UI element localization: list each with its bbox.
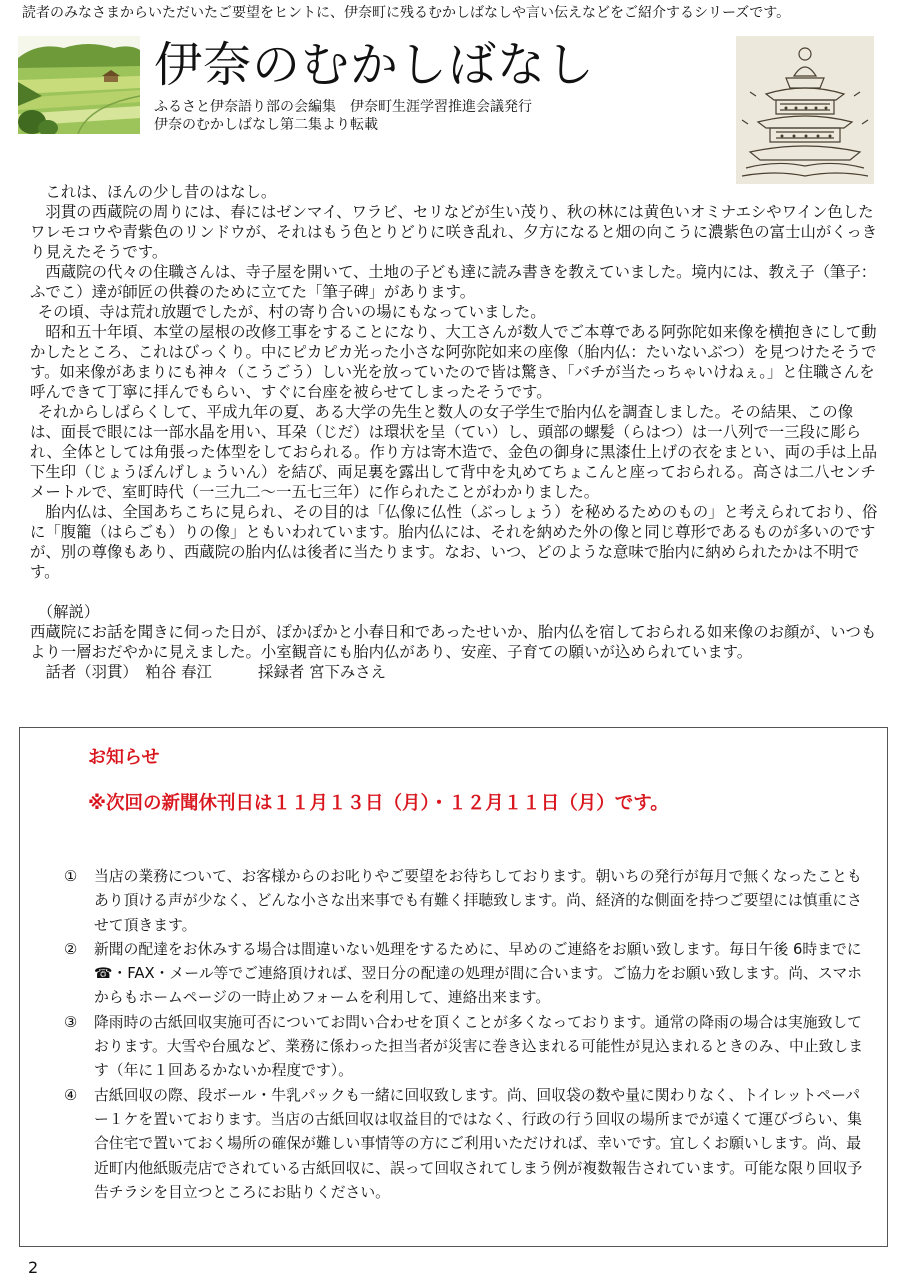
notice-box: [19, 727, 888, 1247]
countryside-landscape-illustration: [18, 36, 140, 134]
notice-item-number: ①: [64, 868, 78, 885]
commentary-label: （解説）: [37, 603, 100, 621]
notice-title: お知らせ: [88, 747, 160, 768]
notice-list: [64, 865, 864, 1205]
notice-item-number: ②: [64, 940, 78, 958]
source-note: 伊奈のむかしばなし第二集より転載: [154, 117, 378, 133]
pagoda-buddha-illustration: [736, 36, 874, 184]
notice-item: [64, 865, 864, 938]
article-title: 伊奈のむかしばなし: [154, 37, 596, 93]
notice-item: [64, 938, 864, 1011]
notice-item-text: 降雨時の古紙回収実施可否についてお問い合わせを頂くことが多くなっております。通常の降雨の場合は実施致しております。大雪や台風など、業務に係わった担当者が災害に巻き込まれる可能性が見込まれるときのみ、中止致します（年に１回あるかないか程度です）。: [94, 1013, 863, 1080]
notice-item-text: 古紙回収の際、段ボール・牛乳パックも一緒に回収致します。尚、回収袋の数や量に関わりなく、トイレットペーパー１ケを置いております。当店の古紙回収は収益目的ではなく、行政の行う回収の場所までが遠くて運びづらい、集合住宅で置いておく場所の確保が難しい事情等の方にご利用いただければ、幸いです。宜しくお願いします。尚、最近町内他紙販売店でされている古紙回収に、誤って回収されてしまう例が複数報告されています。可能な限り回収予告チラシを目立つところにお貼りください。: [94, 1086, 863, 1201]
holiday-announcement: ※次回の新聞休刊日は１１月１３日（月）・１２月１１日（月）です。: [88, 793, 669, 814]
page-number: 2: [28, 1258, 39, 1277]
story-paragraph: その頃、寺は荒れ放題でしたが、村の寄り合いの場にもなっていました。: [37, 303, 546, 321]
notice-item-text: 新聞の配達をお休みする場合は間違いない処理をするために、早めのご連絡をお願い致します。毎日午後 6時までに☎・FAX・メール等でご連絡頂ければ、翌日分の配達の処理が間に合います。ご協力をお願い致します。尚、スマホからもホームページの一時止めフォームを利用して、連絡出来ます。: [94, 940, 862, 1007]
notice-item-number: ④: [64, 1086, 78, 1104]
story-paragraph: 胎内仏は、全国あちこちに見られ、その目的は「仏像に仏性（ぶっしょう）を秘めるためのもの」と考えられており、俗に「腹籠（はらごも）りの像」ともいわれています。胎内仏には、それを納めた外の像と同じ尊形であるものが多いのですが、別の尊像もあり、西蔵院の胎内仏は後者に当たります。なお、いつ、どのような意味で胎内に納められたかは不明です。: [30, 503, 878, 581]
series-intro: 読者のみなさまからいただいたご要望をヒントに、伊奈町に残るむかしばなしや言い伝えなどをご紹介するシリーズです。: [22, 5, 791, 21]
story-paragraph: これは、ほんの少し昔のはなし。: [45, 183, 277, 201]
story-body: [30, 182, 878, 682]
commentary-text: 西蔵院にお話を聞きに伺った日が、ぽかぽかと小春日和であったせいか、胎内仏を宿しておられる如来像のお顔が、いつもより一層おだやかに見えました。小室観音にも胎内仏があり、安産、子育ての願いが込められています。: [30, 623, 877, 661]
story-credits: 話者（羽貫） 粕谷 春江 採録者 宮下みさえ: [45, 663, 387, 681]
paragraph-spacer: [30, 582, 878, 602]
article-header: [18, 34, 882, 184]
story-paragraph: 羽貫の西蔵院の周りには、春にはゼンマイ、ワラビ、セリなどが生い茂り、秋の林には黄色いオミナエシやワイン色したワレモコウや青紫色のリンドウが、それはもう色とりどりに咲き乱れ、夕方になると畑の向こうに濃紫色の富士山がくっきり見えたそうです。: [30, 203, 878, 261]
story-paragraph: それからしばらくして、平成九年の夏、ある大学の先生と数人の女子学生で胎内仏を調査しました。その結果、この像は、面長で眼には一部水晶を用い、耳朶（じだ）は環状を呈（てい）し、頭部の螺髪（らはつ）は一八列で一三段に彫られ、全体としては角張った体型をしておられる。作り方は寄木造で、金色の御身に黒漆仕上げの衣をまとい、両の手は上品下生印（じょうぼんげしょういん）を結び、両足裏を露出して背中を丸めてちょこんと座っておられる。高さは二八センチメートルで、室町時代（一三九二～一五七三年）に作られたことがわかりました。: [30, 403, 878, 501]
notice-item-text: 当店の業務について、お客様からのお叱りやご要望をお待ちしております。朝いちの発行が毎月で無くなったこともあり頂ける声が少なく、どんな小さな出来事でも有難く拝聴致します。尚、経済的な側面を持つご要望には慎重にさせて頂きます。: [94, 868, 862, 934]
notice-item: [64, 1084, 864, 1205]
notice-item: [64, 1011, 864, 1084]
notice-item-number: ③: [64, 1013, 78, 1031]
editorial-credit: ふるさと伊奈語り部の会編集 伊奈町生涯学習推進会議発行: [154, 99, 532, 115]
story-paragraph: 昭和五十年頃、本堂の屋根の改修工事をすることになり、大工さんが数人でご本尊である阿弥陀如来像を横抱きにして動かしたところ、これはびっくり。中にピカピカ光った小さな阿弥陀如来の座像（胎内仏：たいないぶつ）を見つけたそうです。如来像があまりにも神々（こうごう）しい光を放っていたので皆は驚き、「バチが当たっちゃいけねぇ。」と住職さんを呼んできて丁寧に拝んでもらい、すぐに台座を被らせてしまったそうです。: [30, 323, 877, 401]
story-paragraph: 西蔵院の代々の住職さんは、寺子屋を開いて、土地の子ども達に読み書きを教えていました。境内には、教え子（筆子：ふでこ）達が師匠の供養のために立てた「筆子碑」があります。: [30, 263, 877, 301]
